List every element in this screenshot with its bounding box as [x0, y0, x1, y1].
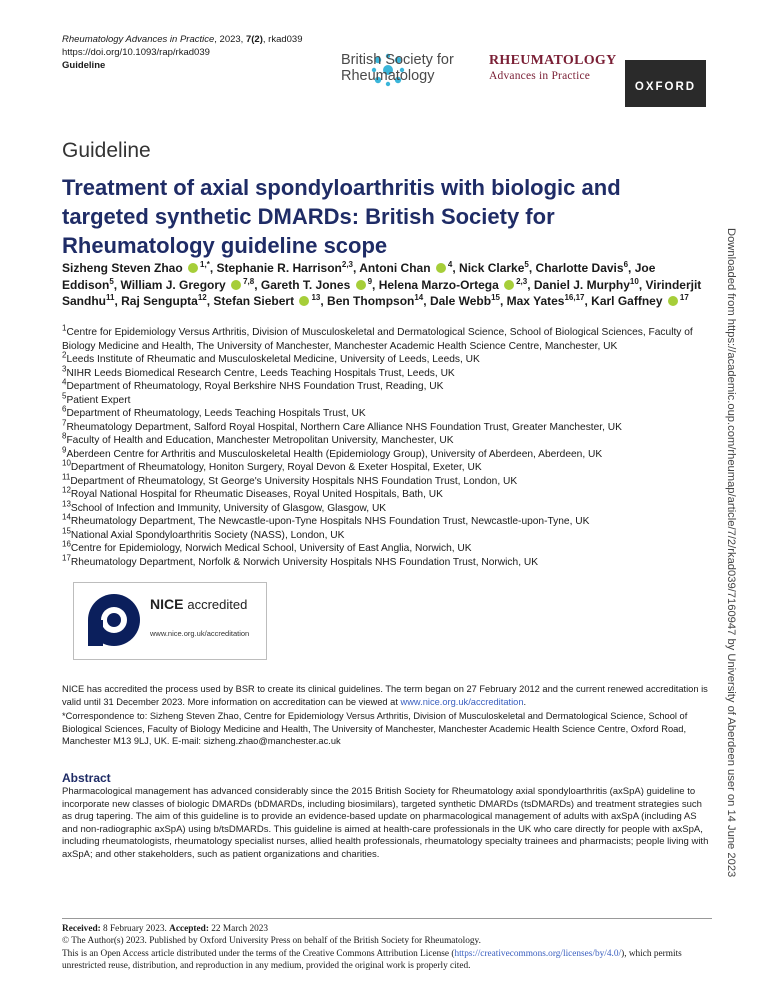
- publisher-name: OXFORD: [634, 81, 697, 93]
- affiliation-text: Department of Rheumatology, Royal Berkshire NHS Foundation Trust, Reading, UK: [66, 381, 444, 392]
- affiliation: [62, 485, 712, 502]
- author-name: Stefan Siebert: [213, 294, 295, 308]
- orcid-icon[interactable]: [188, 263, 198, 273]
- nice-logo-icon: [86, 592, 142, 648]
- affiliation: [62, 553, 712, 570]
- abstract-text: Pharmacological management has advanced considerably since the 2015 British Society for Rheumatology axial spondyloarthritis (axSpA) guideline to incorporate new classes of biologic DMARDs (bDMARDs, including biosimilars), targeted synthetic DMARDs (tsDMARDs) and treatment strategies such as drug tapering. The aim of this guideline is to provide an evidence-based update on pharmacological management of adults with axSpA (including AS and non-radiographic axSpA) using b/tsDMARDs. This guideline is aimed at health-care professionals in the UK who care directly for people with axSpA, including rheumatologists, rheumatology specialist nurses, allied health professionals, rheumatology specialty trainees and pharmacists; people living with axSpA; and other stakeholders, such as patient organizations and charities.: [62, 786, 709, 860]
- footer-divider: [62, 918, 712, 919]
- correspondence: *Correspondence to: Sizheng Steven Zhao, Centre for Epidemiology Versus Arthritis, Division of Musculoskeletal and Dermatological Science, School of Biological Sciences, Faculty of Biology Medicine and Health, The University of Manchester, Manchester Academic Health Science Centre, Oxford Road, Manchester M13 9LJ, UK. E-mail: sizheng.zhao@manchester.ac.uk: [62, 711, 688, 746]
- orcid-icon[interactable]: [668, 296, 678, 306]
- affiliation: [62, 458, 712, 475]
- author-name: Virinderjit Sandhu: [62, 277, 702, 308]
- affiliation-number: 12: [62, 485, 71, 495]
- affiliation-text: School of Infection and Immunity, University of Glasgow, Glasgow, UK: [70, 502, 387, 514]
- author: Stephanie R. Harrison$^{2,3}$,: [216, 260, 360, 275]
- nice-url: www.nice.org.uk/accreditation: [150, 629, 250, 638]
- author: Antoni Chan $^4$,: [359, 260, 460, 275]
- affiliation: [62, 526, 712, 543]
- affiliation-text: Department of Rheumatology, St George's University Hospitals NHS Foundation Trust, London, UK: [70, 475, 518, 487]
- article-type: Guideline: [62, 139, 151, 162]
- author: Virinderjit Sandhu$^{11}$,: [62, 277, 702, 308]
- journal-logo-subtitle: Advances in Practice: [489, 70, 591, 82]
- affiliation-number: 7: [62, 418, 67, 428]
- author: Charlotte Davis$^6$,: [535, 260, 635, 275]
- affiliation-number: 14: [62, 512, 71, 522]
- orcid-icon[interactable]: [356, 280, 366, 290]
- author: Stefan Siebert $^{13}$,: [213, 293, 328, 308]
- affiliation: [62, 472, 712, 489]
- affiliation: [62, 350, 712, 367]
- publisher-logo: [625, 60, 706, 107]
- section-label: Guideline: [62, 60, 106, 71]
- journal-info: [62, 33, 303, 72]
- author: Nick Clarke$^5$,: [459, 260, 536, 275]
- author-name: Nick Clarke: [459, 261, 525, 275]
- affiliation-number: 4: [62, 377, 67, 387]
- affiliation-number: 10: [62, 458, 71, 468]
- orcid-icon[interactable]: [299, 296, 309, 306]
- author-name: Antoni Chan: [359, 261, 431, 275]
- author-affiliation-marker: 4: [447, 260, 453, 269]
- affiliation: [62, 404, 712, 421]
- affiliation-number: 17: [62, 553, 71, 563]
- author: Daniel J. Murphy$^{10}$,: [533, 276, 646, 292]
- affiliation: [62, 391, 712, 408]
- affiliation-number: 1: [62, 323, 67, 333]
- author: Joe Eddison$^5$,: [62, 261, 656, 292]
- author-affiliation-marker: 17: [679, 293, 689, 302]
- author-name: Dale Webb: [429, 294, 492, 308]
- author-affiliation-marker: 12: [197, 293, 207, 302]
- orcid-icon[interactable]: [504, 280, 514, 290]
- author: Max Yates$^{16,17}$,: [506, 293, 592, 308]
- affiliation-text: Leeds Institute of Rheumatic and Musculoskeletal Medicine, University of Leeds, Leeds, UK: [66, 354, 480, 365]
- affiliation-text: Department of Rheumatology, Leeds Teaching Hospitals Trust, UK: [66, 408, 366, 419]
- nice-note: NICE has accredited the process used by BSR to create its clinical guidelines. The term began on 27 February 2012 and the current renewed accreditation is valid until 31 December 2023. More information on accreditation can be viewed at www.nice.org.uk/accreditation.: [62, 684, 708, 707]
- dates-line: Received: 8 February 2023. Accepted: 22 March 2023: [62, 924, 269, 934]
- author: [591, 294, 689, 308]
- author-affiliation-marker: 5: [109, 276, 114, 286]
- author-name: Sizheng Steven Zhao: [62, 261, 183, 275]
- bsr-logo-text: [341, 52, 454, 84]
- affiliation: [62, 499, 712, 516]
- license-link[interactable]: https://creativecommons.org/licenses/by/4.0/: [454, 948, 622, 959]
- affiliation-number: 5: [62, 391, 67, 401]
- author-name: Ben Thompson: [327, 294, 415, 308]
- journal-logo: [489, 53, 617, 83]
- author: Ben Thompson$^{14}$,: [327, 293, 430, 308]
- orcid-icon[interactable]: [231, 280, 241, 290]
- author-affiliation-marker: 14: [414, 293, 424, 302]
- affiliation-text: Centre for Epidemiology Versus Arthritis, Division of Musculoskeletal and Dermatological Science, School of Biological Sciences, Faculty of Biology Medicine and Health, The University of Manchester, Manchester Academic Health Science Centre, Manchester, UK: [62, 327, 693, 352]
- author-name: Joe Eddison: [62, 261, 656, 292]
- doi-link[interactable]: https://doi.org/10.1093/rap/rkad039: [62, 47, 210, 58]
- affiliation: [62, 377, 712, 394]
- affiliation-number: 8: [62, 431, 67, 441]
- affiliation-text: Rheumatology Department, Norfolk & Norwich University Hospitals NHS Foundation Trust, Norwich, UK: [70, 556, 539, 568]
- affiliation-number: 11: [62, 472, 71, 482]
- author-affiliation-marker: 6: [623, 260, 629, 269]
- author: Helena Marzo-Ortega $^{2,3}$,: [378, 276, 534, 292]
- affiliation: [62, 431, 712, 448]
- abstract-heading: Abstract: [62, 771, 111, 785]
- author-affiliation-marker: 1,*: [200, 260, 210, 269]
- affiliation: [62, 418, 712, 435]
- author-affiliation-marker: 15: [491, 293, 500, 302]
- author: Dale Webb$^{15}$,: [429, 293, 507, 308]
- author-affiliation-marker: 7,8: [243, 276, 255, 286]
- affiliation-text: Aberdeen Centre for Arthritis and Musculoskeletal Health (Epidemiology Group), University of Aberdeen, Aberdeen, UK: [66, 448, 603, 460]
- footer: [62, 923, 712, 972]
- affiliation-list: [62, 323, 712, 569]
- article-title: Treatment of axial spondyloarthritis with biologic and targeted synthetic DMARDs: British Society for Rheumatology guideline scope: [62, 175, 621, 258]
- author-name: Stephanie R. Harrison: [216, 261, 342, 275]
- affiliation-text: Rheumatology Department, The Newcastle-upon-Tyne Hospitals NHS Foundation Trust, Newcastle-upon-Tyne, UK: [70, 516, 590, 527]
- nice-accredited-text: accredited: [187, 597, 248, 612]
- affiliation-text: Department of Rheumatology, Honiton Surgery, Royal Devon & Exeter Hospital, Exeter, UK: [70, 462, 482, 473]
- author-name: Gareth T. Jones: [260, 277, 351, 292]
- author-name: Raj Sengupta: [121, 294, 198, 308]
- author-name: Daniel J. Murphy: [533, 277, 630, 292]
- author: Raj Sengupta$^{12}$,: [121, 293, 214, 308]
- affiliation-text: Royal National Hospital for Rheumatic Diseases, Royal United Hospitals, Bath, UK: [70, 489, 443, 500]
- nice-accreditation-badge: [73, 582, 267, 660]
- affiliation-text: Rheumatology Department, Salford Royal Hospital, Northern Care Alliance NHS Foundation Trust, Greater Manchester, UK: [66, 421, 622, 433]
- author-affiliation-marker: 2,3: [341, 260, 353, 269]
- nice-title: [150, 596, 247, 612]
- affiliation-text: Faculty of Health and Education, Manchester Metropolitan University, Manchester, UK: [66, 435, 454, 446]
- author-name: William J. Gregory: [120, 277, 226, 292]
- author-affiliation-marker: 9: [367, 276, 373, 286]
- affiliation: [62, 539, 712, 556]
- affiliation-text: National Axial Spondyloarthritis Society (NASS), London, UK: [70, 529, 345, 541]
- affiliation: [62, 445, 712, 462]
- affiliation-number: 6: [62, 404, 67, 414]
- download-note: Downloaded from https://academic.oup.com/rheumap/article/7/2/rkad039/7160947 by University of Aberdeen user on 14 June 2023: [725, 228, 737, 878]
- author-list: [62, 260, 702, 310]
- author-affiliation-marker: 10: [629, 276, 639, 286]
- author-name: Max Yates: [506, 294, 565, 308]
- affiliation-text: NIHR Leeds Biomedical Research Centre, Leeds Teaching Hospitals Trust, Leeds, UK: [66, 367, 455, 379]
- author: Sizheng Steven Zhao $^{1,*}$,: [62, 260, 217, 275]
- citation-line: Rheumatology Advances in Practice, 2023, 7(2), rkad039: [62, 34, 303, 45]
- affiliation-number: 13: [62, 499, 71, 509]
- affiliation-number: 16: [62, 539, 71, 549]
- author-name: Charlotte Davis: [535, 261, 624, 275]
- author-affiliation-marker: 2,3: [516, 276, 528, 286]
- bsr-line1: British Society for: [341, 52, 454, 68]
- bsr-line2: Rheumatology: [341, 68, 435, 84]
- affiliation: [62, 323, 712, 353]
- nice-accreditation-link[interactable]: www.nice.org.uk/accreditation: [400, 696, 524, 707]
- affiliation-text: Centre for Epidemiology, Norwich Medical School, University of East Anglia, Norwich, UK: [70, 543, 472, 554]
- affiliation: [62, 512, 712, 529]
- author-affiliation-marker: 5: [524, 260, 529, 269]
- author-name: Helena Marzo-Ortega: [378, 277, 499, 292]
- affiliation-text: Patient Expert: [66, 394, 131, 406]
- author: Gareth T. Jones $^9$,: [260, 276, 379, 292]
- license-text: This is an Open Access article distributed under the terms of the Creative Commons Attribution License (https://creativecommons.org/licenses/by/4.0/), which permits unrestricted reuse, distribution, and reproduction in any medium, provided the original work is properly cited.: [62, 948, 682, 971]
- affiliation-number: 15: [62, 526, 71, 536]
- orcid-icon[interactable]: [436, 263, 446, 273]
- author-affiliation-marker: 11: [106, 293, 115, 302]
- author-affiliation-marker: 13: [311, 293, 321, 302]
- author-affiliation-marker: 16,17: [564, 293, 585, 302]
- journal-logo-title: RHEUMATOLOGY: [489, 53, 617, 68]
- affiliation-number: 9: [62, 445, 67, 455]
- copyright-line: © The Author(s) 2023. Published by Oxford University Press on behalf of the British Society for Rheumatology.: [62, 936, 481, 947]
- nice-title-text: NICE: [150, 596, 184, 612]
- affiliation: [62, 364, 712, 381]
- affiliation-number: 3: [62, 364, 67, 374]
- download-watermark: [722, 228, 752, 878]
- author-name: Karl Gaffney: [591, 294, 663, 308]
- author: William J. Gregory $^{7,8}$,: [120, 276, 261, 292]
- affiliation-number: 2: [62, 350, 67, 360]
